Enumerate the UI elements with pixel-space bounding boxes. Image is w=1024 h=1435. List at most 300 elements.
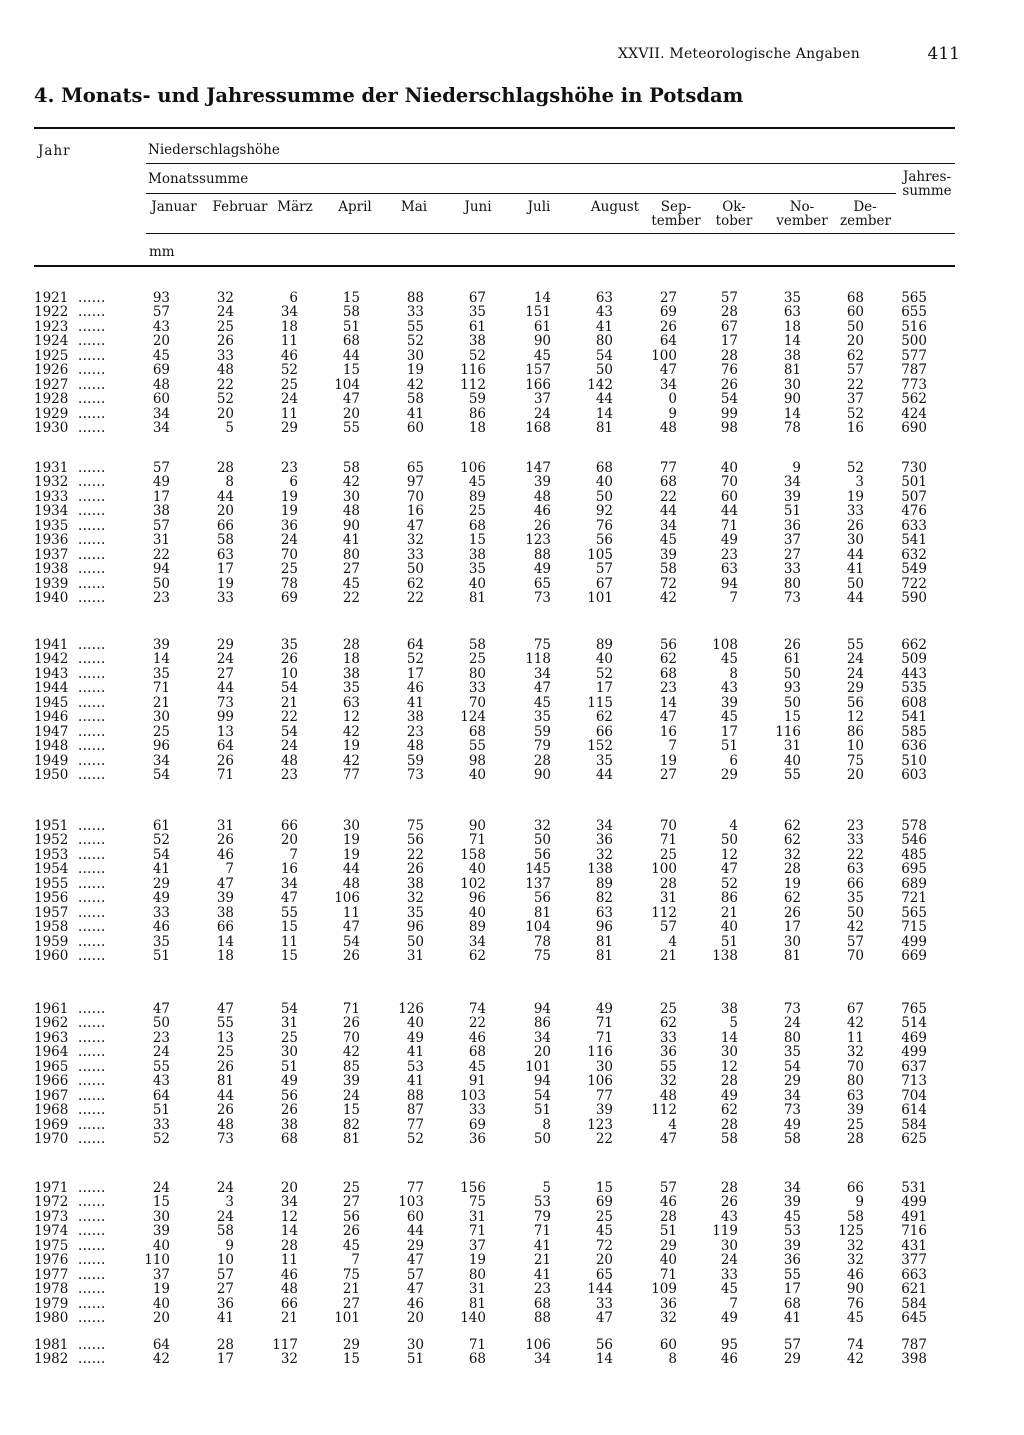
month-value-cell: 23 <box>846 818 864 834</box>
month-value-cell: 77 <box>595 1087 613 1104</box>
month-value-cell: 25 <box>659 846 677 863</box>
month-value-cell: 64 <box>406 637 424 653</box>
month-value-cell: 20 <box>216 503 234 520</box>
month-value-cell: 15 <box>342 290 360 306</box>
month-value-cell: 57 <box>406 1266 424 1283</box>
month-value-cell: 58 <box>342 304 360 321</box>
month-value-cell: 6 <box>729 752 738 769</box>
month-value-cell: 144 <box>587 1281 613 1298</box>
table-title: 4. Monats- und Jahressumme der Niederschlagshöhe in Potsdam <box>34 84 744 107</box>
month-value-cell: 15 <box>280 919 298 936</box>
month-value-cell: 41 <box>406 1073 424 1090</box>
month-value-cell: 68 <box>846 290 864 306</box>
month-value-cell: 94 <box>720 575 738 592</box>
dot-leader: ...... <box>78 1029 106 1046</box>
month-value-cell: 30 <box>846 532 864 549</box>
annual-sum-cell: 663 <box>901 1266 927 1283</box>
month-value-cell: 19 <box>280 488 298 505</box>
month-value-cell: 123 <box>587 1116 613 1133</box>
month-value-cell: 81 <box>533 904 551 921</box>
month-value-cell: 15 <box>595 1180 613 1196</box>
month-value-cell: 157 <box>525 362 551 379</box>
month-value-cell: 66 <box>216 919 234 936</box>
month-value-cell: 11 <box>846 1029 864 1046</box>
dot-leader: ...... <box>78 290 106 306</box>
month-value-cell: 18 <box>280 318 298 335</box>
month-value-cell: 51 <box>280 1058 298 1075</box>
month-value-cell: 68 <box>468 1044 486 1061</box>
month-value-cell: 52 <box>152 1131 170 1148</box>
month-value-cell: 81 <box>595 948 613 965</box>
month-value-cell: 25 <box>216 1044 234 1061</box>
month-value-cell: 33 <box>152 1116 170 1133</box>
month-value-cell: 24 <box>533 405 551 422</box>
month-value-cell: 50 <box>152 575 170 592</box>
month-value-cell: 57 <box>152 460 170 476</box>
month-value-cell: 54 <box>595 347 613 364</box>
month-value-cell: 123 <box>525 532 551 549</box>
year-cell: 1938 <box>34 561 69 578</box>
month-value-cell: 19 <box>280 503 298 520</box>
month-value-cell: 56 <box>659 637 677 653</box>
month-value-cell: 21 <box>280 1310 298 1327</box>
month-value-cell: 25 <box>280 1029 298 1046</box>
month-value-cell: 71 <box>595 1015 613 1032</box>
month-value-cell: 34 <box>659 517 677 534</box>
month-value-cell: 68 <box>533 1295 551 1312</box>
month-value-cell: 47 <box>342 919 360 936</box>
month-value-cell: 78 <box>533 933 551 950</box>
month-value-cell: 116 <box>775 723 801 740</box>
month-value-cell: 63 <box>846 861 864 878</box>
year-cell: 1925 <box>34 347 69 364</box>
month-value-cell: 26 <box>216 1058 234 1075</box>
annual-sum-cell: 590 <box>901 590 927 607</box>
dot-leader: ...... <box>78 680 106 697</box>
dot-leader: ...... <box>78 503 106 520</box>
dot-leader: ...... <box>78 590 106 607</box>
annual-sum-cell: 773 <box>901 376 927 393</box>
dot-leader: ...... <box>78 767 106 784</box>
month-value-cell: 28 <box>280 1237 298 1254</box>
month-value-cell: 33 <box>720 1266 738 1283</box>
month-value-cell: 17 <box>783 1281 801 1298</box>
month-value-cell: 39 <box>783 1237 801 1254</box>
month-value-cell: 38 <box>280 1116 298 1133</box>
month-value-cell: 118 <box>525 651 551 668</box>
month-value-cell: 25 <box>595 1208 613 1225</box>
annual-sum-cell: 632 <box>901 546 927 563</box>
year-cell: 1969 <box>34 1116 69 1133</box>
month-value-cell: 52 <box>846 405 864 422</box>
annual-sum-cell: 669 <box>901 948 927 965</box>
month-value-cell: 81 <box>468 590 486 607</box>
month-value-cell: 80 <box>468 1266 486 1283</box>
month-value-cell: 35 <box>152 665 170 682</box>
month-value-cell: 166 <box>525 376 551 393</box>
month-value-cell: 35 <box>846 890 864 907</box>
month-value-cell: 62 <box>659 1015 677 1032</box>
year-cell: 1953 <box>34 846 69 863</box>
month-value-cell: 40 <box>152 1237 170 1254</box>
annual-sum-cell: 721 <box>901 890 927 907</box>
month-value-cell: 75 <box>533 948 551 965</box>
month-value-cell: 77 <box>406 1116 424 1133</box>
year-cell: 1931 <box>34 460 69 476</box>
month-value-cell: 60 <box>720 488 738 505</box>
month-value-cell: 62 <box>406 575 424 592</box>
month-value-cell: 54 <box>152 846 170 863</box>
month-value-cell: 57 <box>659 1180 677 1196</box>
month-value-cell: 93 <box>783 680 801 697</box>
header-jahressumme-line1: Jahres- <box>902 169 952 185</box>
month-value-cell: 62 <box>783 890 801 907</box>
month-value-cell: 42 <box>342 752 360 769</box>
month-value-cell: 45 <box>468 474 486 491</box>
dot-leader: ...... <box>78 1208 106 1225</box>
month-header-line1: Mai <box>400 199 428 215</box>
month-value-cell: 35 <box>783 1044 801 1061</box>
annual-sum-cell: 485 <box>901 846 927 863</box>
month-value-cell: 147 <box>525 460 551 476</box>
month-value-cell: 88 <box>533 546 551 563</box>
month-value-cell: 44 <box>216 488 234 505</box>
year-cell: 1964 <box>34 1044 69 1061</box>
month-header-line2: vember <box>776 213 828 229</box>
month-value-cell: 22 <box>216 376 234 393</box>
year-cell: 1941 <box>34 637 69 653</box>
month-header <box>714 200 754 228</box>
month-value-cell: 68 <box>280 1131 298 1148</box>
month-value-cell: 24 <box>846 665 864 682</box>
month-value-cell: 73 <box>783 590 801 607</box>
month-value-cell: 125 <box>838 1223 864 1240</box>
annual-sum-cell: 655 <box>901 304 927 321</box>
month-value-cell: 68 <box>783 1295 801 1312</box>
dot-leader: ...... <box>78 948 106 965</box>
month-value-cell: 103 <box>398 1194 424 1211</box>
month-value-cell: 95 <box>720 1337 738 1353</box>
month-value-cell: 60 <box>846 304 864 321</box>
month-value-cell: 24 <box>846 651 864 668</box>
month-value-cell: 54 <box>280 680 298 697</box>
month-value-cell: 52 <box>595 665 613 682</box>
month-value-cell: 104 <box>525 919 551 936</box>
annual-sum-cell: 541 <box>901 532 927 549</box>
month-value-cell: 40 <box>783 752 801 769</box>
month-value-cell: 13 <box>216 723 234 740</box>
month-value-cell: 47 <box>659 362 677 379</box>
month-header-line1: De- <box>853 199 877 215</box>
month-value-cell: 64 <box>152 1337 170 1353</box>
annual-sum-cell: 730 <box>901 460 927 476</box>
month-value-cell: 80 <box>342 546 360 563</box>
month-value-cell: 50 <box>783 665 801 682</box>
year-cell: 1981 <box>34 1337 69 1353</box>
month-value-cell: 31 <box>216 818 234 834</box>
dot-leader: ...... <box>78 709 106 726</box>
month-value-cell: 19 <box>152 1281 170 1298</box>
month-value-cell: 41 <box>846 561 864 578</box>
month-value-cell: 48 <box>659 1087 677 1104</box>
month-value-cell: 38 <box>406 709 424 726</box>
month-value-cell: 33 <box>659 1029 677 1046</box>
month-value-cell: 44 <box>342 347 360 364</box>
annual-sum-cell: 603 <box>901 767 927 784</box>
month-value-cell: 70 <box>406 488 424 505</box>
month-value-cell: 65 <box>533 575 551 592</box>
month-value-cell: 70 <box>846 948 864 965</box>
month-value-cell: 50 <box>595 362 613 379</box>
annual-sum-cell: 549 <box>901 561 927 578</box>
year-cell: 1980 <box>34 1310 69 1327</box>
month-value-cell: 15 <box>342 1351 360 1368</box>
month-value-cell: 80 <box>595 333 613 350</box>
month-value-cell: 24 <box>342 1087 360 1104</box>
month-value-cell: 34 <box>533 1351 551 1368</box>
dot-leader: ...... <box>78 832 106 849</box>
dot-leader: ...... <box>78 561 106 578</box>
year-cell: 1965 <box>34 1058 69 1075</box>
month-value-cell: 55 <box>468 738 486 755</box>
month-value-cell: 92 <box>595 503 613 520</box>
month-value-cell: 112 <box>460 376 486 393</box>
annual-sum-cell: 546 <box>901 832 927 849</box>
dot-leader: ...... <box>78 333 106 350</box>
month-value-cell: 49 <box>152 890 170 907</box>
month-value-cell: 40 <box>595 651 613 668</box>
month-value-cell: 81 <box>342 1131 360 1148</box>
month-value-cell: 47 <box>342 391 360 408</box>
month-value-cell: 7 <box>289 846 298 863</box>
month-value-cell: 14 <box>216 933 234 950</box>
month-value-cell: 106 <box>460 460 486 476</box>
month-value-cell: 8 <box>729 665 738 682</box>
month-value-cell: 60 <box>152 391 170 408</box>
dot-leader: ...... <box>78 347 106 364</box>
month-value-cell: 58 <box>216 532 234 549</box>
month-header <box>333 200 377 214</box>
dot-leader: ...... <box>78 391 106 408</box>
month-value-cell: 24 <box>216 1180 234 1196</box>
annual-sum-cell: 690 <box>901 420 927 437</box>
month-value-cell: 27 <box>216 665 234 682</box>
year-cell: 1971 <box>34 1180 69 1196</box>
month-value-cell: 71 <box>659 1266 677 1283</box>
month-value-cell: 50 <box>533 832 551 849</box>
month-value-cell: 10 <box>280 665 298 682</box>
month-value-cell: 26 <box>342 1015 360 1032</box>
month-value-cell: 62 <box>783 818 801 834</box>
year-cell: 1951 <box>34 818 69 834</box>
month-value-cell: 52 <box>468 347 486 364</box>
month-value-cell: 47 <box>659 1131 677 1148</box>
month-header-line1: April <box>338 199 372 215</box>
annual-sum-cell: 608 <box>901 694 927 711</box>
month-value-cell: 45 <box>533 347 551 364</box>
month-value-cell: 40 <box>720 460 738 476</box>
month-value-cell: 30 <box>720 1044 738 1061</box>
month-value-cell: 40 <box>595 474 613 491</box>
month-value-cell: 44 <box>720 503 738 520</box>
month-value-cell: 81 <box>468 1295 486 1312</box>
month-value-cell: 40 <box>406 1015 424 1032</box>
month-value-cell: 48 <box>280 1281 298 1298</box>
month-value-cell: 56 <box>280 1087 298 1104</box>
month-value-cell: 119 <box>712 1223 738 1240</box>
month-value-cell: 33 <box>468 1102 486 1119</box>
month-value-cell: 38 <box>152 503 170 520</box>
month-value-cell: 32 <box>533 818 551 834</box>
month-value-cell: 64 <box>659 333 677 350</box>
month-value-cell: 30 <box>406 347 424 364</box>
month-value-cell: 44 <box>406 1223 424 1240</box>
annual-sum-cell: 516 <box>901 318 927 335</box>
month-value-cell: 41 <box>342 532 360 549</box>
month-value-cell: 96 <box>468 890 486 907</box>
month-value-cell: 20 <box>533 1044 551 1061</box>
month-value-cell: 33 <box>846 503 864 520</box>
header-niederschlagshoehe: Niederschlagshöhe <box>148 142 280 158</box>
month-value-cell: 0 <box>668 391 677 408</box>
month-header-line2: zember <box>840 213 891 229</box>
month-value-cell: 47 <box>216 875 234 892</box>
month-value-cell: 54 <box>342 933 360 950</box>
year-cell: 1943 <box>34 665 69 682</box>
month-value-cell: 42 <box>846 1351 864 1368</box>
month-value-cell: 56 <box>342 1208 360 1225</box>
month-value-cell: 70 <box>280 546 298 563</box>
month-value-cell: 22 <box>846 846 864 863</box>
month-value-cell: 45 <box>342 1237 360 1254</box>
month-value-cell: 52 <box>216 391 234 408</box>
annual-sum-cell: 424 <box>901 405 927 422</box>
month-value-cell: 55 <box>342 420 360 437</box>
month-value-cell: 30 <box>720 1237 738 1254</box>
month-value-cell: 26 <box>216 832 234 849</box>
annual-sum-cell: 491 <box>901 1208 927 1225</box>
month-value-cell: 112 <box>651 1102 677 1119</box>
month-value-cell: 28 <box>720 1073 738 1090</box>
month-value-cell: 42 <box>152 1351 170 1368</box>
month-value-cell: 45 <box>720 651 738 668</box>
month-value-cell: 41 <box>406 405 424 422</box>
annual-sum-cell: 633 <box>901 517 927 534</box>
year-cell: 1947 <box>34 723 69 740</box>
month-value-cell: 24 <box>280 738 298 755</box>
month-header-line1: Sep- <box>660 199 692 215</box>
month-header-line1: No- <box>789 199 815 215</box>
month-value-cell: 35 <box>468 304 486 321</box>
month-value-cell: 48 <box>342 503 360 520</box>
month-value-cell: 36 <box>468 1131 486 1148</box>
month-value-cell: 10 <box>846 738 864 755</box>
month-value-cell: 42 <box>846 1015 864 1032</box>
month-value-cell: 39 <box>846 1102 864 1119</box>
month-value-cell: 80 <box>783 1029 801 1046</box>
month-value-cell: 55 <box>152 1058 170 1075</box>
month-value-cell: 50 <box>846 904 864 921</box>
month-value-cell: 35 <box>406 904 424 921</box>
month-value-cell: 33 <box>468 680 486 697</box>
month-value-cell: 71 <box>720 517 738 534</box>
month-value-cell: 71 <box>468 1223 486 1240</box>
month-value-cell: 90 <box>846 1281 864 1298</box>
month-value-cell: 90 <box>783 391 801 408</box>
month-value-cell: 30 <box>342 818 360 834</box>
dot-leader: ...... <box>78 532 106 549</box>
year-cell: 1977 <box>34 1266 69 1283</box>
month-value-cell: 11 <box>280 405 298 422</box>
dot-leader: ...... <box>78 304 106 321</box>
month-value-cell: 38 <box>720 1001 738 1017</box>
month-value-cell: 23 <box>152 590 170 607</box>
month-value-cell: 73 <box>216 1131 234 1148</box>
month-value-cell: 48 <box>406 738 424 755</box>
month-value-cell: 56 <box>595 532 613 549</box>
month-value-cell: 55 <box>280 904 298 921</box>
month-value-cell: 37 <box>533 391 551 408</box>
month-value-cell: 49 <box>152 474 170 491</box>
year-cell: 1930 <box>34 420 69 437</box>
month-value-cell: 67 <box>720 318 738 335</box>
month-value-cell: 24 <box>152 1044 170 1061</box>
month-value-cell: 22 <box>280 709 298 726</box>
month-value-cell: 26 <box>783 637 801 653</box>
month-value-cell: 56 <box>595 1337 613 1353</box>
month-value-cell: 24 <box>280 532 298 549</box>
annual-sum-cell: 499 <box>901 1044 927 1061</box>
month-value-cell: 53 <box>406 1058 424 1075</box>
dot-leader: ...... <box>78 376 106 393</box>
year-cell: 1966 <box>34 1073 69 1090</box>
month-header-line1: Juli <box>527 199 551 215</box>
year-cell: 1921 <box>34 290 69 306</box>
month-value-cell: 23 <box>280 460 298 476</box>
month-value-cell: 63 <box>720 561 738 578</box>
month-value-cell: 145 <box>525 861 551 878</box>
annual-sum-cell: 500 <box>901 333 927 350</box>
month-value-cell: 55 <box>659 1058 677 1075</box>
month-value-cell: 50 <box>846 575 864 592</box>
month-value-cell: 89 <box>468 919 486 936</box>
month-value-cell: 29 <box>406 1237 424 1254</box>
month-value-cell: 70 <box>720 474 738 491</box>
month-value-cell: 31 <box>468 1281 486 1298</box>
annual-sum-cell: 499 <box>901 1194 927 1211</box>
annual-sum-cell: 695 <box>901 861 927 878</box>
month-value-cell: 115 <box>587 694 613 711</box>
month-value-cell: 156 <box>460 1180 486 1196</box>
dot-leader: ...... <box>78 1252 106 1269</box>
month-value-cell: 44 <box>342 861 360 878</box>
month-value-cell: 26 <box>216 333 234 350</box>
month-value-cell: 90 <box>533 767 551 784</box>
month-value-cell: 51 <box>533 1102 551 1119</box>
month-value-cell: 27 <box>216 1281 234 1298</box>
month-value-cell: 26 <box>280 651 298 668</box>
dot-leader: ...... <box>78 1337 106 1353</box>
month-value-cell: 106 <box>587 1073 613 1090</box>
month-value-cell: 49 <box>783 1116 801 1133</box>
month-value-cell: 60 <box>659 1337 677 1353</box>
month-value-cell: 100 <box>651 347 677 364</box>
month-value-cell: 33 <box>783 561 801 578</box>
month-value-cell: 73 <box>783 1001 801 1017</box>
month-value-cell: 25 <box>342 1180 360 1196</box>
month-value-cell: 20 <box>846 333 864 350</box>
month-value-cell: 18 <box>783 318 801 335</box>
